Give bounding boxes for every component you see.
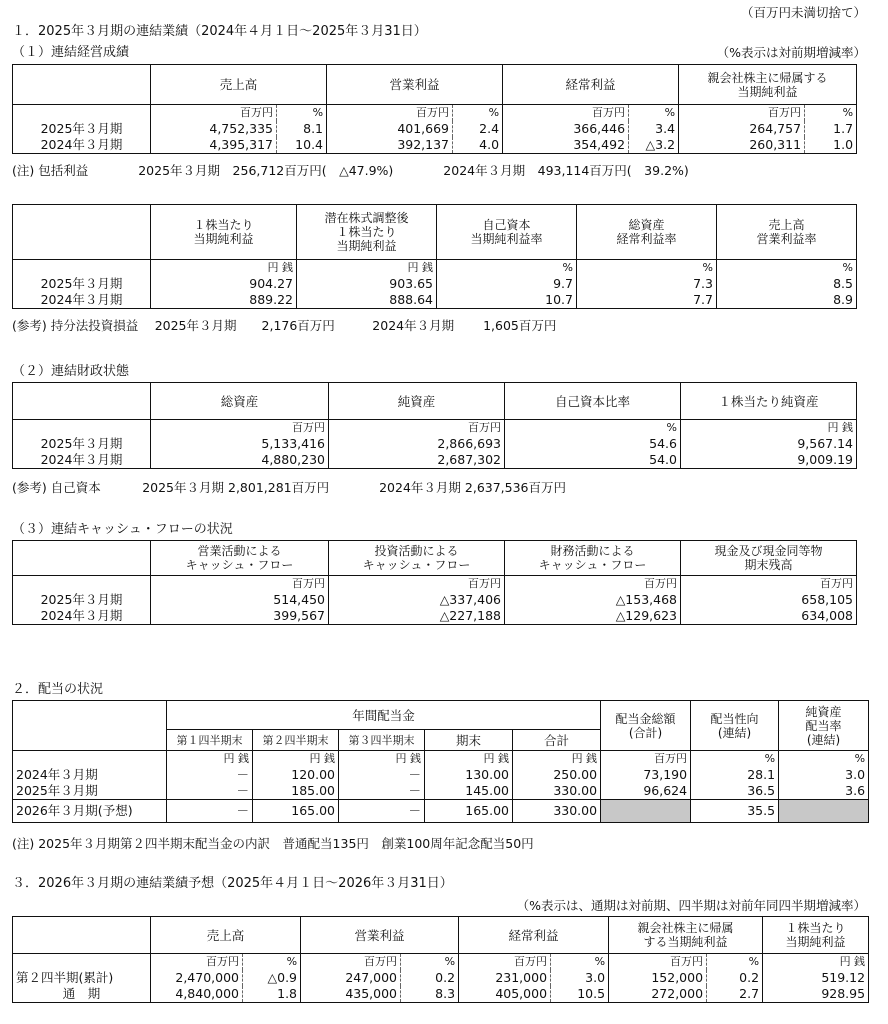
cell: 928.95	[763, 986, 869, 1003]
table-row-forecast	[13, 800, 869, 823]
unit: 百万円	[151, 954, 243, 971]
col-header-year-end: 期末	[425, 730, 513, 751]
cell: 1.0	[805, 137, 857, 154]
cell: 4,840,000	[151, 986, 243, 1003]
table-row	[13, 986, 869, 1003]
cell: 5,133,416	[151, 436, 329, 452]
cell: 152,000	[609, 970, 707, 986]
cell: 889.22	[151, 292, 297, 309]
unit: 円 銭	[681, 420, 857, 437]
subsection-financial-position-title: （２）連結財政状態	[12, 364, 130, 379]
cell: 2.4	[453, 121, 503, 137]
col-header-sales: 売上高	[151, 917, 301, 954]
col-header-operating-margin: 売上高 営業利益率	[717, 205, 857, 260]
cell: △3.2	[629, 137, 679, 154]
unit: 円 銭	[763, 954, 869, 971]
unit: 円 銭	[425, 751, 513, 768]
col-header-eps: １株当たり 当期純利益	[763, 917, 869, 954]
unit: 百万円	[609, 954, 707, 971]
cell: 330.00	[513, 783, 601, 800]
cell: 7.3	[577, 276, 717, 292]
cell: 130.00	[425, 767, 513, 783]
col-header-ordinary-income: 経常利益	[459, 917, 609, 954]
cell: 8.5	[717, 276, 857, 292]
unit: 円 銭	[151, 260, 297, 277]
financial-position-table	[12, 382, 857, 469]
cell: △129,623	[505, 608, 681, 625]
unit: %	[505, 420, 681, 437]
cell: 4,752,335	[151, 121, 277, 137]
cell: 1.8	[243, 986, 301, 1003]
cell: 120.00	[253, 767, 339, 783]
cell: 903.65	[297, 276, 437, 292]
unit: %	[551, 954, 609, 971]
cell: 2,470,000	[151, 970, 243, 986]
table-row	[13, 592, 857, 608]
unit: 百万円	[505, 576, 681, 593]
col-header-investing-cf: 投資活動による キャッシュ・フロー	[329, 541, 505, 576]
unit: 百万円	[151, 105, 277, 122]
cell: －	[339, 800, 425, 823]
unit: 百万円	[459, 954, 551, 971]
cell: 366,446	[503, 121, 629, 137]
cell: 3.0	[551, 970, 609, 986]
cell: 658,105	[681, 592, 857, 608]
col-header-net-income: 親会社株主に帰属する 当期純利益	[679, 65, 857, 105]
unit: 円 銭	[339, 751, 425, 768]
cell: 888.64	[297, 292, 437, 309]
row-label: 2024年３月期	[13, 137, 151, 154]
cell: －	[339, 783, 425, 800]
col-header-equity-ratio: 自己資本比率	[505, 383, 681, 420]
col-header-annual-dividend: 年間配当金	[167, 701, 601, 730]
comprehensive-income-note: (注) 包括利益 2025年３月期 256,712百万円( △47.9%) 2024年３月期 493,114百万円( 39.2%)	[12, 163, 689, 178]
cell: 96,624	[601, 783, 691, 800]
unit: 百万円	[601, 751, 691, 768]
dividends-table	[12, 700, 869, 823]
col-header-total-assets: 総資産	[151, 383, 329, 420]
cell: 1.7	[805, 121, 857, 137]
cell: 354,492	[503, 137, 629, 154]
unit: 百万円	[681, 576, 857, 593]
cell: 28.1	[691, 767, 779, 783]
col-header-bps: １株当たり純資産	[681, 383, 857, 420]
cell: △0.9	[243, 970, 301, 986]
unit: 百万円	[151, 420, 329, 437]
forecast-pct-note: （%表示は、通期は対前期、四半期は対前年同四半期増減率）	[516, 898, 866, 913]
cell: 4,880,230	[151, 452, 329, 469]
equity-method-note: (参考) 持分法投資損益 2025年３月期 2,176百万円 2024年３月期 1,605百万円	[12, 318, 557, 333]
unit: 百万円	[329, 420, 505, 437]
table-row	[13, 292, 857, 309]
unit: 円 銭	[167, 751, 253, 768]
row-label: 2025年３月期	[13, 276, 151, 292]
row-label: 第２四半期(累計)	[13, 970, 151, 986]
col-header-operating-cf: 営業活動による キャッシュ・フロー	[151, 541, 329, 576]
cell: △227,188	[329, 608, 505, 625]
cell: 514,450	[151, 592, 329, 608]
row-label: 2025年３月期	[13, 121, 151, 137]
row-label: 2024年３月期	[13, 452, 151, 469]
cell: 519.12	[763, 970, 869, 986]
col-header-dividend-total: 配当金総額 (合計)	[601, 701, 691, 751]
cell: －	[167, 800, 253, 823]
col-header-roe: 自己資本 当期純利益率	[437, 205, 577, 260]
unit-note: （百万円未満切捨て）	[740, 5, 866, 20]
unit: 円 銭	[297, 260, 437, 277]
cell: 8.9	[717, 292, 857, 309]
section-1-title: １．2025年３月期の連結業績（2024年４月１日～2025年３月31日）	[12, 24, 427, 39]
col-header-q2-end: 第２四半期末	[253, 730, 339, 751]
col-header-sales: 売上高	[151, 65, 327, 105]
col-header-operating-income: 営業利益	[301, 917, 459, 954]
cell: 54.6	[505, 436, 681, 452]
cell: 9,567.14	[681, 436, 857, 452]
cell: 3.6	[779, 783, 869, 800]
col-header-roa: 総資産 経常利益率	[577, 205, 717, 260]
unit: %	[629, 105, 679, 122]
unit: 円 銭	[513, 751, 601, 768]
cell: 250.00	[513, 767, 601, 783]
cell: 634,008	[681, 608, 857, 625]
unit: %	[401, 954, 459, 971]
table-row	[13, 452, 857, 469]
pct-note: （%表示は対前期増減率）	[716, 45, 866, 60]
table-row	[13, 970, 869, 986]
unit: %	[437, 260, 577, 277]
col-header-q3-end: 第３四半期末	[339, 730, 425, 751]
section-3-title: ３．2026年３月期の連結業績予想（2025年４月１日～2026年３月31日）	[12, 876, 453, 891]
table-row	[13, 767, 869, 783]
unit: %	[779, 751, 869, 768]
col-header-diluted-eps: 潜在株式調整後 １株当たり 当期純利益	[297, 205, 437, 260]
unit: %	[277, 105, 327, 122]
cell: 185.00	[253, 783, 339, 800]
col-header-eps: １株当たり 当期純利益	[151, 205, 297, 260]
cell: －	[339, 767, 425, 783]
col-header-cash-balance: 現金及び現金同等物 期末残高	[681, 541, 857, 576]
cell: 4.0	[453, 137, 503, 154]
section-2-title: ２．配当の状況	[12, 682, 104, 697]
col-header-net-assets: 純資産	[329, 383, 505, 420]
subsection-operating-results-title: （１）連結経営成績	[12, 45, 130, 60]
table-row	[13, 436, 857, 452]
cell: 405,000	[459, 986, 551, 1003]
cell: 165.00	[425, 800, 513, 823]
table-row	[13, 276, 857, 292]
cell: 0.2	[707, 970, 763, 986]
cell: 165.00	[253, 800, 339, 823]
forecast-table	[12, 916, 869, 1003]
cell: 54.0	[505, 452, 681, 469]
col-header-q1-end: 第１四半期末	[167, 730, 253, 751]
col-header-net-income: 親会社株主に帰属 する当期純利益	[609, 917, 763, 954]
cell: 231,000	[459, 970, 551, 986]
unit: 百万円	[329, 576, 505, 593]
cell-shaded	[601, 800, 691, 823]
per-share-table	[12, 204, 857, 309]
col-header-total: 合計	[513, 730, 601, 751]
cell: 36.5	[691, 783, 779, 800]
unit: 百万円	[679, 105, 805, 122]
cell: 9,009.19	[681, 452, 857, 469]
unit: %	[243, 954, 301, 971]
cell: 7.7	[577, 292, 717, 309]
table-row	[13, 121, 857, 137]
cell: 247,000	[301, 970, 401, 986]
subsection-cash-flow-title: （３）連結キャッシュ・フローの状況	[12, 522, 233, 537]
cell: △337,406	[329, 592, 505, 608]
cell: 10.5	[551, 986, 609, 1003]
cell: 260,311	[679, 137, 805, 154]
unit: %	[691, 751, 779, 768]
unit: 百万円	[503, 105, 629, 122]
table-row	[13, 137, 857, 154]
unit: %	[707, 954, 763, 971]
col-header-financing-cf: 財務活動による キャッシュ・フロー	[505, 541, 681, 576]
row-label: 通 期	[13, 986, 151, 1003]
cell: 435,000	[301, 986, 401, 1003]
table-row	[13, 608, 857, 625]
cell: 2.7	[707, 986, 763, 1003]
row-label: 2024年３月期	[13, 608, 151, 625]
cell: △153,468	[505, 592, 681, 608]
unit: %	[717, 260, 857, 277]
cell: 10.4	[277, 137, 327, 154]
cell: 4,395,317	[151, 137, 277, 154]
col-header-operating-income: 営業利益	[327, 65, 503, 105]
cell: 401,669	[327, 121, 453, 137]
cell: －	[167, 767, 253, 783]
cell: －	[167, 783, 253, 800]
cell: 0.2	[401, 970, 459, 986]
cell: 3.4	[629, 121, 679, 137]
cell: 35.5	[691, 800, 779, 823]
row-label: 2025年３月期	[13, 592, 151, 608]
cell: 8.3	[401, 986, 459, 1003]
unit: 百万円	[151, 576, 329, 593]
cell: 73,190	[601, 767, 691, 783]
cell: 272,000	[609, 986, 707, 1003]
equity-capital-note: (参考) 自己資本 2025年３月期 2,801,281百万円 2024年３月期 2,637,536百万円	[12, 480, 567, 495]
unit: 円 銭	[253, 751, 339, 768]
cell: 9.7	[437, 276, 577, 292]
cell: 8.1	[277, 121, 327, 137]
cell: 3.0	[779, 767, 869, 783]
col-header-payout-ratio: 配当性向 (連結)	[691, 701, 779, 751]
row-label: 2024年３月期	[13, 292, 151, 309]
table-row	[13, 783, 869, 800]
unit: %	[805, 105, 857, 122]
unit: 百万円	[327, 105, 453, 122]
cell: 145.00	[425, 783, 513, 800]
operating-results-table	[12, 64, 857, 154]
row-label: 2025年３月期	[13, 783, 167, 800]
row-label: 2026年３月期(予想)	[13, 800, 167, 823]
cell: 330.00	[513, 800, 601, 823]
col-header-ordinary-income: 経常利益	[503, 65, 679, 105]
cell-shaded	[779, 800, 869, 823]
cell: 399,567	[151, 608, 329, 625]
unit: 百万円	[301, 954, 401, 971]
unit: %	[577, 260, 717, 277]
cell: 2,687,302	[329, 452, 505, 469]
cell: 2,866,693	[329, 436, 505, 452]
cell: 392,137	[327, 137, 453, 154]
cash-flow-table	[12, 540, 857, 625]
unit: %	[453, 105, 503, 122]
cell: 904.27	[151, 276, 297, 292]
row-label: 2025年３月期	[13, 436, 151, 452]
cell: 264,757	[679, 121, 805, 137]
col-header-doe: 純資産 配当率 (連結)	[779, 701, 869, 751]
row-label: 2024年３月期	[13, 767, 167, 783]
dividend-note: (注) 2025年３月期第２四半期末配当金の内訳 普通配当135円 創業100周年記念配当50円	[12, 836, 534, 851]
cell: 10.7	[437, 292, 577, 309]
